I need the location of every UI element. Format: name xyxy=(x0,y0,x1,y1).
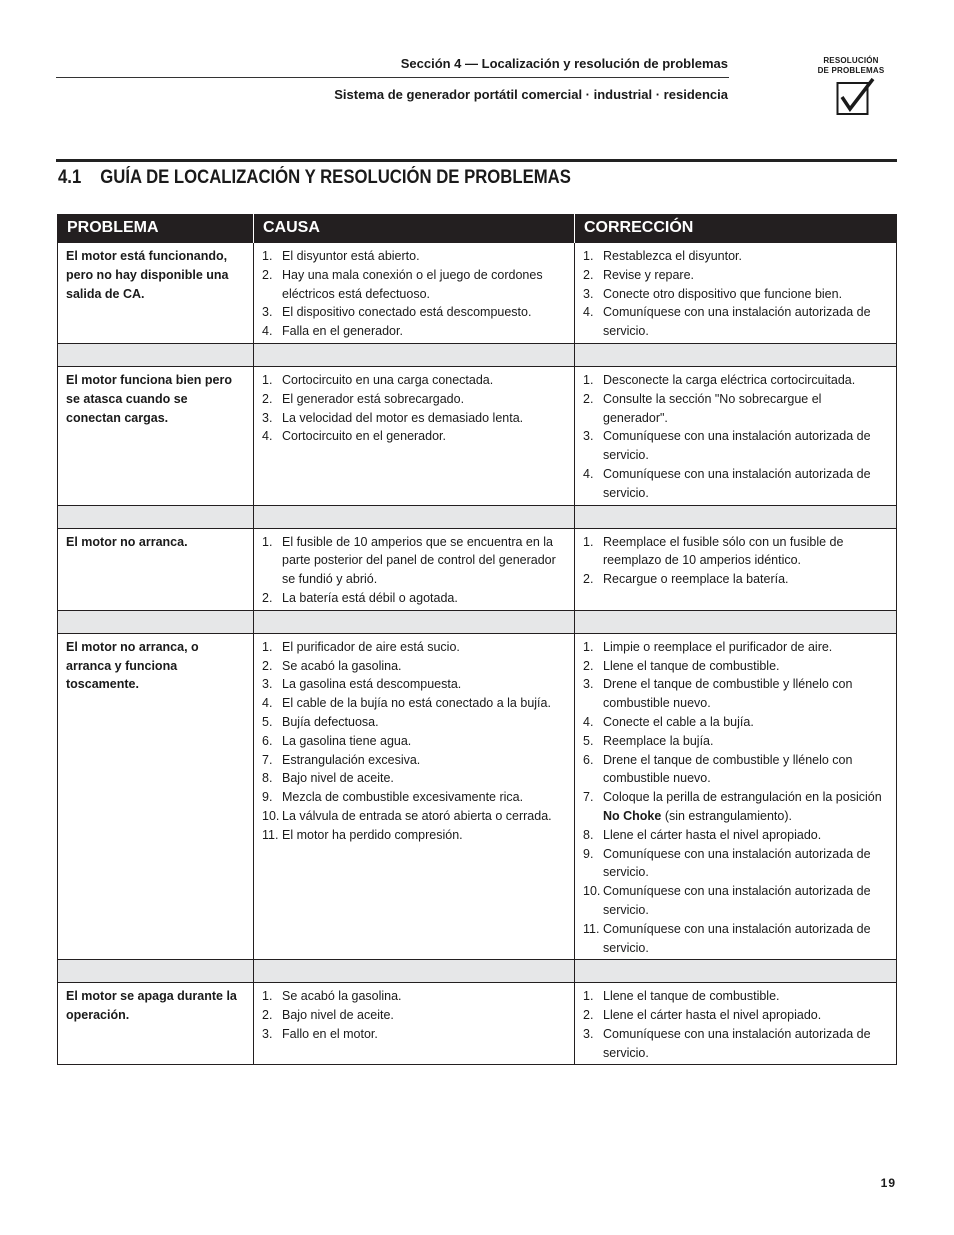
cause-item: 5. Bujía defectuosa. xyxy=(262,713,566,732)
item-number: 6. xyxy=(583,752,594,767)
item-number: 5. xyxy=(262,714,273,729)
item-number: 1. xyxy=(262,249,273,263)
correction-cell xyxy=(575,983,897,1065)
spacer-cell xyxy=(575,610,897,633)
cause-cell xyxy=(254,243,575,344)
spacer-cell xyxy=(254,505,575,528)
cause-item: 9. Mezcla de combustible excesivamente rica. xyxy=(262,788,566,807)
running-header-subtitle: Sistema de generador portátil comercial · industrial · residencia xyxy=(334,87,728,102)
table-row xyxy=(58,528,897,610)
cause-item: 3. Fallo en el motor. xyxy=(262,1025,566,1044)
item-number: 2. xyxy=(262,1008,273,1023)
table-spacer-row xyxy=(58,960,897,983)
cause-item: 6. La gasolina tiene agua. xyxy=(262,732,566,751)
item-number: 1. xyxy=(262,372,273,387)
spacer-cell xyxy=(58,960,254,983)
item-number: 11. xyxy=(583,921,600,936)
item-number: 1. xyxy=(583,534,594,549)
correction-item: 3. Conecte otro dispositivo que funcione bien. xyxy=(583,285,888,304)
item-number: 3. xyxy=(262,410,273,425)
cause-cell xyxy=(254,366,575,505)
item-number: 4. xyxy=(262,324,273,339)
item-number: 8. xyxy=(583,827,594,842)
item-number: 1. xyxy=(583,249,594,263)
item-number: 2. xyxy=(262,658,273,673)
correction-item: 2. Recargue o reemplace la batería. xyxy=(583,570,888,589)
correction-item: 10. Comuníquese con una instalación autorizada de servicio. xyxy=(583,884,871,917)
badge-label-line2: DE PROBLEMAS xyxy=(817,66,885,75)
item-number: 8. xyxy=(262,771,273,786)
table-header-row xyxy=(58,214,897,243)
cause-item: 2. El generador está sobrecargado. xyxy=(262,390,566,409)
problem-cell: El motor no arranca, o arranca y funciona toscamente. xyxy=(58,633,254,960)
spacer-cell xyxy=(58,610,254,633)
cause-item: 2. La batería está débil o agotada. xyxy=(262,589,566,608)
spacer-cell xyxy=(575,960,897,983)
item-number: 4. xyxy=(583,466,594,481)
item-number: 2. xyxy=(262,267,273,282)
item-number: 3. xyxy=(262,305,273,320)
table-spacer-row xyxy=(58,610,897,633)
cause-item: 4. El cable de la bujía no está conectado a la bujía. xyxy=(262,694,566,713)
item-number: 2. xyxy=(583,267,594,282)
spacer-cell xyxy=(575,343,897,366)
correction-item: 1. Desconecte la carga eléctrica cortocircuitada. xyxy=(583,371,888,390)
item-number: 1. xyxy=(583,372,594,387)
spacer-cell xyxy=(254,960,575,983)
correction-cell xyxy=(575,243,897,344)
correction-item: 3. Comuníquese con una instalación autorizada de servicio. xyxy=(583,1026,871,1060)
table-spacer-row xyxy=(58,505,897,528)
item-number: 9. xyxy=(262,790,273,805)
item-number: 7. xyxy=(583,790,594,805)
correction-item: 1. Limpie o reemplace el purificador de aire. xyxy=(583,638,888,657)
spacer-cell xyxy=(254,343,575,366)
item-number: 2. xyxy=(262,590,273,605)
cause-list xyxy=(262,247,566,341)
item-number: 3. xyxy=(583,1026,594,1041)
item-number: 11. xyxy=(262,827,279,842)
correction-cell xyxy=(575,528,897,610)
correction-list xyxy=(583,987,888,1062)
cause-item: 3. El dispositivo conectado está descompuesto. xyxy=(262,303,566,322)
item-number: 4. xyxy=(262,696,273,711)
cause-list xyxy=(262,533,566,608)
section-badge xyxy=(810,56,892,76)
correction-list xyxy=(583,371,888,503)
item-number: 2. xyxy=(262,391,273,406)
correction-item: 8. Llene el cárter hasta el nivel apropiado. xyxy=(583,826,888,845)
correction-list xyxy=(583,247,888,341)
item-number: 1. xyxy=(262,639,273,654)
spacer-cell xyxy=(575,505,897,528)
item-number: 4. xyxy=(583,305,594,320)
item-number: 1. xyxy=(583,639,594,654)
spacer-cell xyxy=(58,505,254,528)
section-heading xyxy=(58,167,571,189)
item-number: 3. xyxy=(262,677,273,692)
item-number: 3. xyxy=(583,677,594,692)
table-row xyxy=(58,366,897,505)
correction-item: 4. Comuníquese con una instalación autorizada de servicio. xyxy=(583,466,871,500)
table-spacer-row xyxy=(58,343,897,366)
cause-item: 11. El motor ha perdido compresión. xyxy=(262,826,566,845)
item-number: 4. xyxy=(262,429,273,444)
item-number: 3. xyxy=(262,1026,273,1041)
cause-item: 1. El disyuntor está abierto. xyxy=(262,247,566,266)
correction-item: 2. Revise y repare. xyxy=(583,266,888,285)
item-number: 10. xyxy=(262,808,280,823)
table-row xyxy=(58,633,897,960)
cause-item: 2. Se acabó la gasolina. xyxy=(262,657,566,676)
table-body xyxy=(58,243,897,1065)
problem-cell: El motor se apaga durante la operación. xyxy=(58,983,254,1065)
correction-item: 2. Llene el cárter hasta el nivel apropiado. xyxy=(583,1006,888,1025)
cause-item: 1. El purificador de aire está sucio. xyxy=(262,638,566,657)
item-number: 4. xyxy=(583,714,594,729)
cause-cell xyxy=(254,633,575,960)
item-number: 3. xyxy=(583,286,594,301)
item-number: 2. xyxy=(583,391,594,406)
item-number: 10. xyxy=(583,884,601,899)
correction-item: 9. Comuníquese con una instalación autorizada de servicio. xyxy=(583,846,871,880)
correction-item: 1. Reemplace el fusible sólo con un fusible de reemplazo de 10 amperios idéntico. xyxy=(583,534,844,568)
problem-cell: El motor está funcionando, pero no hay disponible una salida de CA. xyxy=(58,243,254,344)
table-row xyxy=(58,243,897,344)
column-header-correction: CORRECCIÓN xyxy=(575,214,897,243)
cause-item: 4. Falla en el generador. xyxy=(262,322,566,341)
correction-list xyxy=(583,533,888,589)
cause-item: 3. La velocidad del motor es demasiado lenta. xyxy=(262,409,566,428)
cause-item: 10. La válvula de entrada se atoró abierta o cerrada. xyxy=(262,807,566,826)
correction-cell xyxy=(575,366,897,505)
cause-list xyxy=(262,987,566,1043)
no-choke-emphasis: No Choke xyxy=(603,808,662,823)
cause-cell xyxy=(254,528,575,610)
item-number: 1. xyxy=(583,989,594,1004)
correction-item: 11. Comuníquese con una instalación autorizada de servicio. xyxy=(583,921,871,955)
problem-cell: El motor no arranca. xyxy=(58,528,254,610)
header-divider xyxy=(56,77,729,78)
table-row xyxy=(58,983,897,1065)
correction-item: 2. Consulte la sección "No sobrecargue el generador". xyxy=(583,391,822,425)
cause-item: 7. Estrangulación excesiva. xyxy=(262,751,566,770)
item-number: 2. xyxy=(583,572,594,587)
section-number: 4.1 xyxy=(58,167,82,188)
correction-item: 7. Coloque la perilla de estrangulación en la posición No Choke (sin estrangulamiento). xyxy=(583,790,882,823)
item-number: 7. xyxy=(262,752,273,767)
cause-item: 2. Hay una mala conexión o el juego de cordones eléctricos está defectuoso. xyxy=(262,267,543,301)
column-header-problem: PROBLEMA xyxy=(58,214,254,243)
correction-item: 5. Reemplace la bujía. xyxy=(583,732,888,751)
correction-item: 3. Drene el tanque de combustible y llénelo con combustible nuevo. xyxy=(583,677,853,711)
item-number: 2. xyxy=(583,1008,594,1023)
correction-item: 1. Llene el tanque de combustible. xyxy=(583,987,888,1006)
column-header-cause: CAUSA xyxy=(254,214,575,243)
cause-item: 1. Se acabó la gasolina. xyxy=(262,987,566,1006)
checkmark-box-icon xyxy=(836,77,876,117)
cause-list xyxy=(262,638,566,845)
cause-item: 1. Cortocircuito en una carga conectada. xyxy=(262,371,566,390)
item-number: 3. xyxy=(583,429,594,444)
problem-cell: El motor funciona bien pero se atasca cuando se conectan cargas. xyxy=(58,366,254,505)
cause-item: 4. Cortocircuito en el generador. xyxy=(262,427,566,446)
cause-list xyxy=(262,371,566,446)
correction-item: 4. Comuníquese con una instalación autorizada de servicio. xyxy=(583,305,871,339)
spacer-cell xyxy=(254,610,575,633)
correction-item: 6. Drene el tanque de combustible y llénelo con combustible nuevo. xyxy=(583,752,853,786)
spacer-cell xyxy=(58,343,254,366)
troubleshooting-table xyxy=(57,214,897,1065)
correction-item: 4. Conecte el cable a la bujía. xyxy=(583,713,888,732)
item-number: 2. xyxy=(583,658,594,673)
item-number: 1. xyxy=(262,534,273,549)
cause-item: 2. Bajo nivel de aceite. xyxy=(262,1006,566,1025)
item-number: 5. xyxy=(583,733,594,748)
cause-item: 1. El fusible de 10 amperios que se encuentra en la parte posterior del panel de control del generador se fundió y abrió. xyxy=(262,534,556,587)
page-number: 19 xyxy=(880,1176,896,1190)
running-header-section: Sección 4 — Localización y resolución de problemas xyxy=(400,56,728,71)
correction-item: 3. Comuníquese con una instalación autorizada de servicio. xyxy=(583,429,871,463)
badge-label-line1: RESOLUCIÓN xyxy=(823,56,879,65)
section-divider xyxy=(56,159,897,162)
correction-cell xyxy=(575,633,897,960)
correction-item: 1. Restablezca el disyuntor. xyxy=(583,247,888,266)
cause-cell xyxy=(254,983,575,1065)
item-number: 9. xyxy=(583,846,594,861)
section-title: GUÍA DE LOCALIZACIÓN Y RESOLUCIÓN DE PROBLEMAS xyxy=(100,167,571,188)
item-number: 6. xyxy=(262,733,273,748)
item-number: 1. xyxy=(262,989,273,1004)
cause-item: 3. La gasolina está descompuesta. xyxy=(262,675,566,694)
correction-item: 2. Llene el tanque de combustible. xyxy=(583,657,888,676)
correction-list xyxy=(583,638,888,958)
cause-item: 8. Bajo nivel de aceite. xyxy=(262,769,566,788)
